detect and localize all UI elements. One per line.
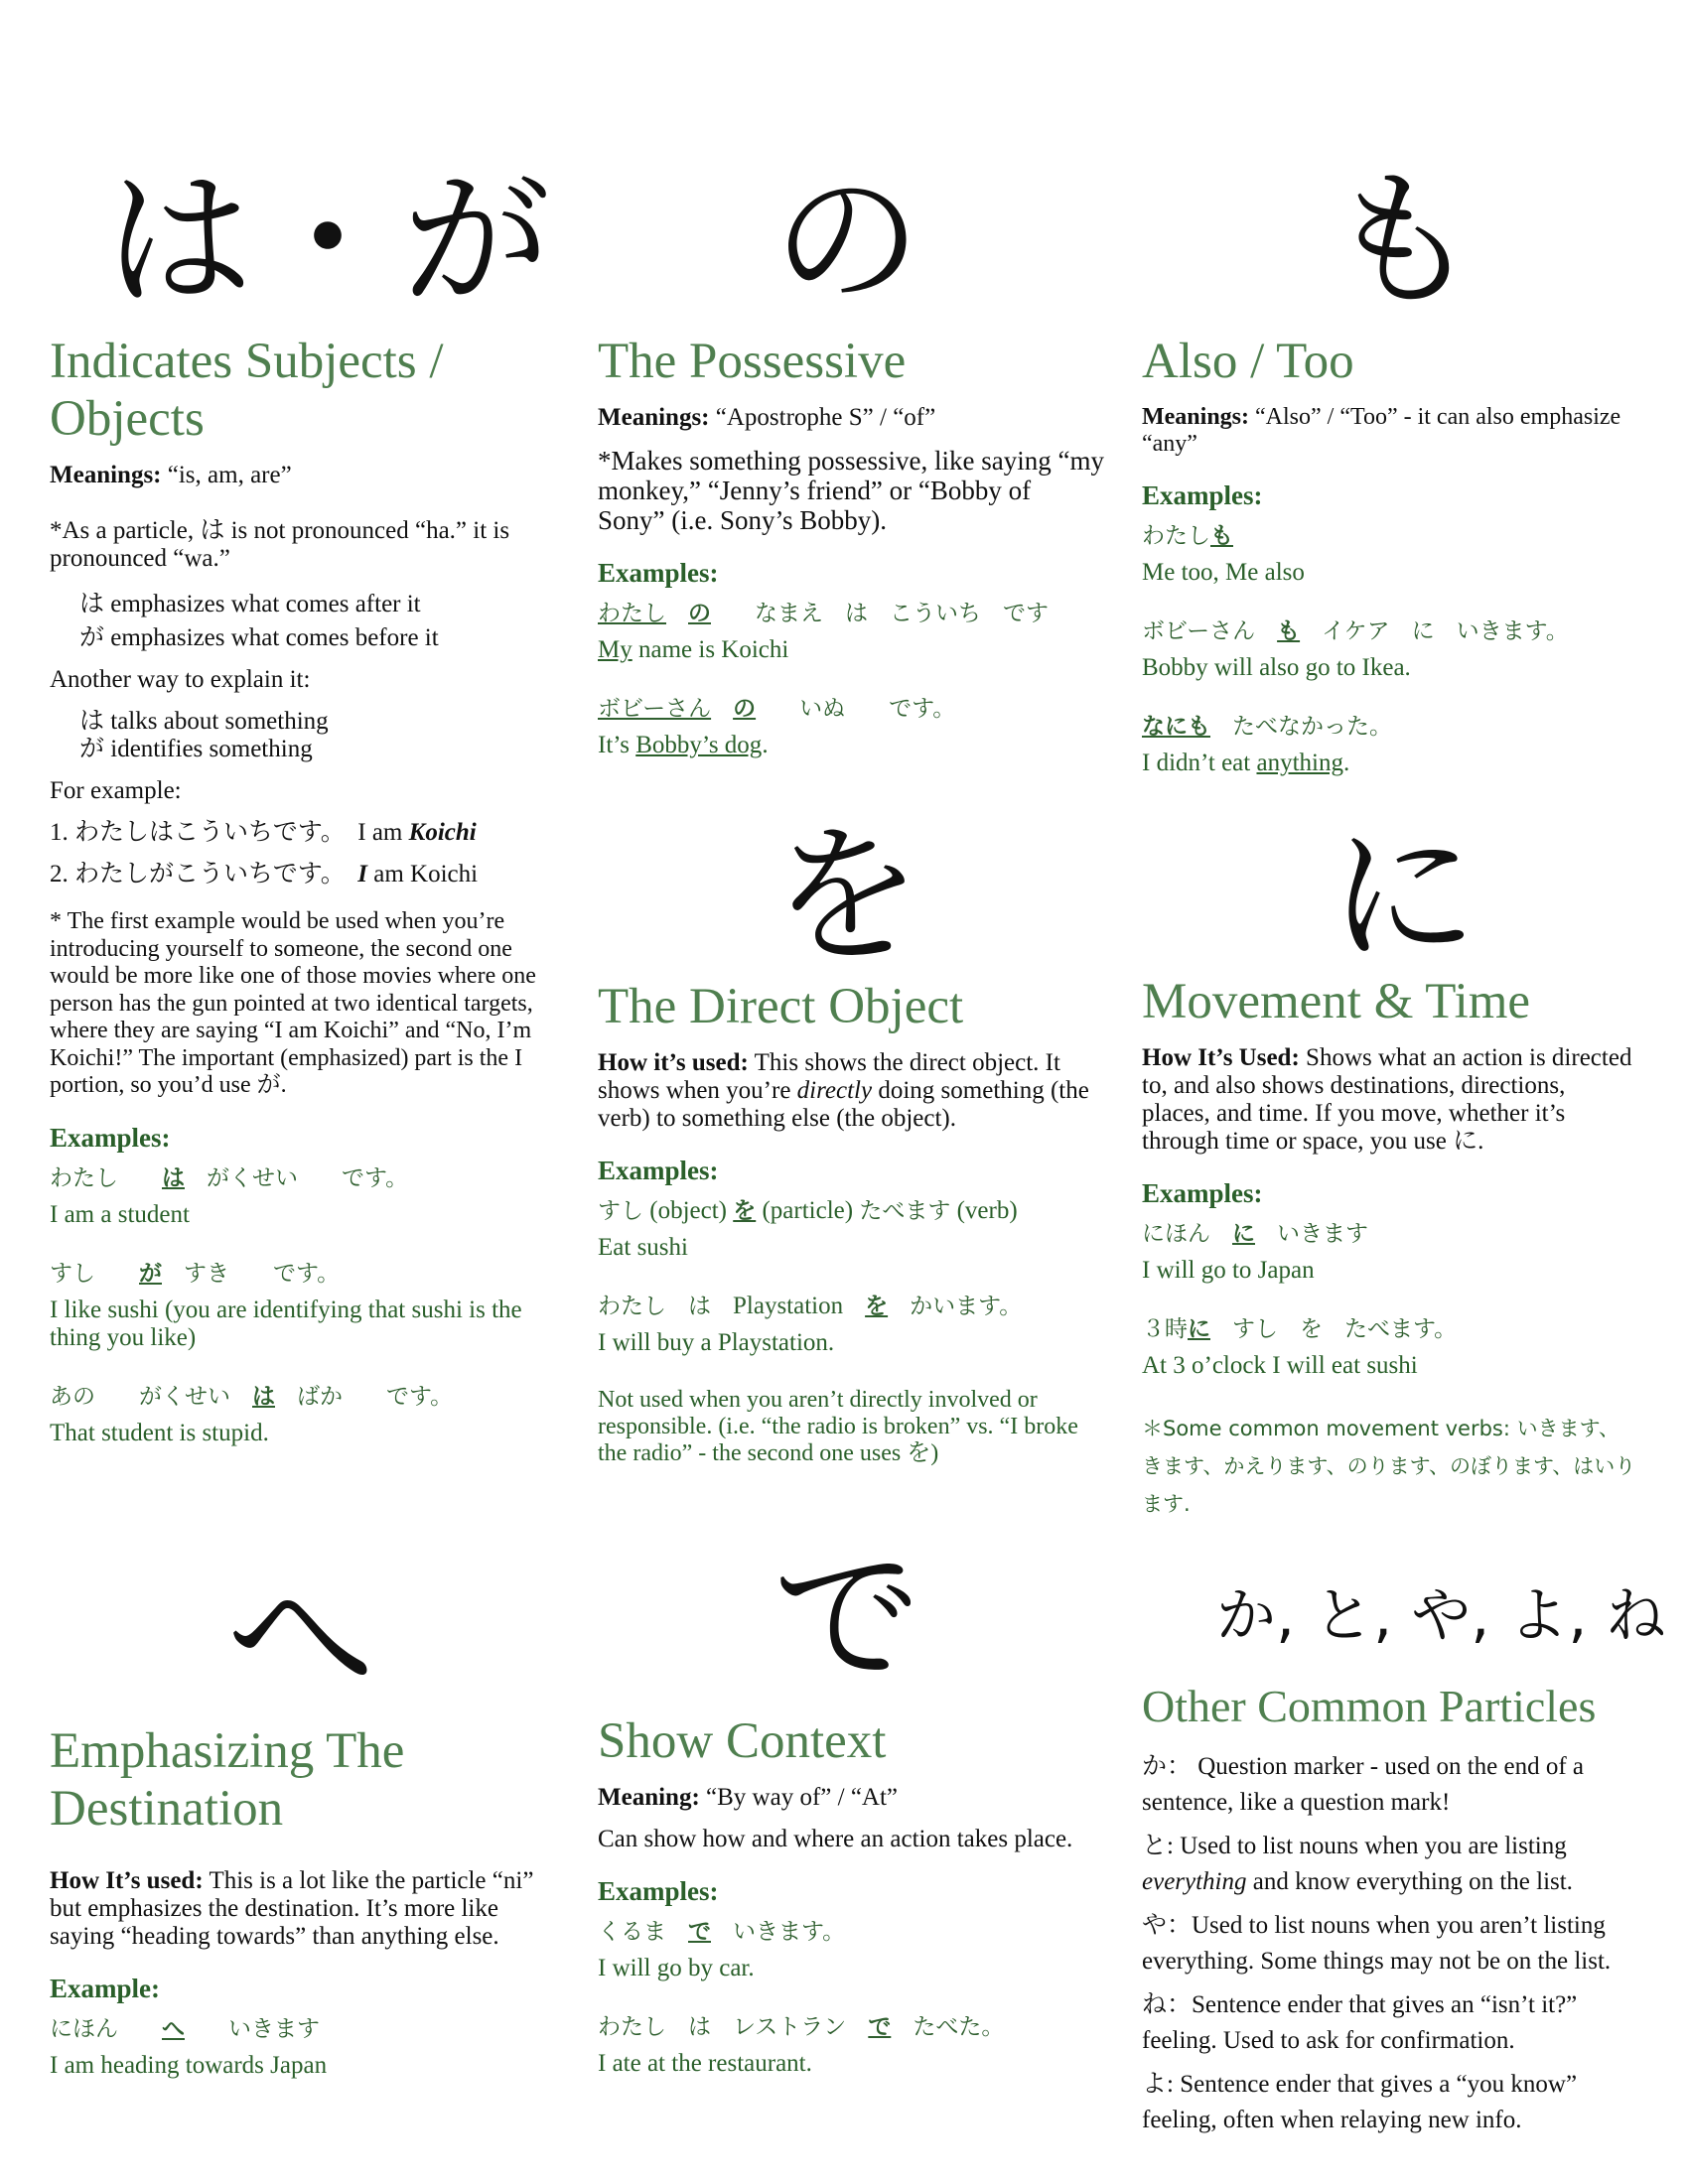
particle-to: と: Used to list nouns when you are listing everything and know everything on the list. <box>1142 1833 1573 1895</box>
particle-no-heading: の <box>773 155 922 328</box>
particle-note: *As a particle, は is not pronounced “ha.” it is pronounced “wa.” <box>50 517 510 572</box>
particle-he-heading: へ <box>226 1552 376 1724</box>
example-label: Example: <box>50 1974 160 2003</box>
en-translation: I will buy a Playstation. <box>598 1329 835 1356</box>
examples-label: Examples: <box>50 1122 171 1153</box>
section-ni <box>1142 973 1638 1544</box>
explanation-line: が identifies something <box>79 736 313 762</box>
en-translation: Bobby will also go to Ikea. <box>1142 654 1411 681</box>
en-translation: My name is Koichi <box>598 636 789 663</box>
jp-example: なにも たべなかった。 <box>1142 714 1392 740</box>
section-title: Also / Too <box>1142 334 1354 389</box>
section-wo <box>598 978 1094 1491</box>
section-title: Indicates Subjects / Objects <box>50 334 444 447</box>
examples-label: Examples: <box>598 1156 719 1185</box>
en-translation: I will go by car. <box>598 1955 755 1981</box>
long-note: * The first example would be used when you’re introducing yourself to someone, the second one would be more like one of those movies where one person has the gun pointed at two identical targets, where they are saying “I am Koichi” and “No, I’m Koichi!” The important (emphasized) part is the I portion, so you’d use が. <box>50 908 536 1098</box>
emphasis-line: が emphasizes what comes before it <box>79 624 439 651</box>
en-translation: I will go to Japan <box>1142 1257 1315 1284</box>
jp-example: ボビーさん の いぬ です。 <box>598 696 956 722</box>
other-particles-heading: か, と, や, よ, ね <box>1216 1581 1666 1651</box>
particle-de-heading: で <box>773 1532 922 1705</box>
en-translation: I like sushi (you are identifying that sushi is the thing you like) <box>50 1296 522 1351</box>
how-used: How It’s used: This is a lot like the particle “ni” but emphasizes the destination. It’s more like saying “heading towards” than anything else. <box>50 1867 534 1950</box>
section-mo <box>1142 333 1638 807</box>
en-translation: I didn’t eat anything. <box>1142 750 1350 776</box>
jp-example: わたし は がくせい です。 <box>50 1164 409 1191</box>
numbered-example: 1. わたしはこういちです。 I am Koichi <box>50 819 477 846</box>
how-used: How It’s Used: Shows what an action is directed to, and also shows destinations, directions, places, and time. If you move, whether it’s through time or space, you use に. <box>1142 1044 1632 1155</box>
description: Can show how and where an action takes place. <box>598 1826 1073 1852</box>
particle-wa-ga-heading: は・が <box>104 155 552 328</box>
section-title: The Possessive <box>598 334 907 389</box>
en-translation: Eat sushi <box>598 1234 688 1261</box>
particle-ne: ね：Sentence ender that gives an “isn’t it?” feeling. Used to ask for confirmation. <box>1142 1991 1578 2054</box>
jp-example: わたし は レストラン で たべた。 <box>598 2014 1005 2040</box>
section-title: Movement & Time <box>1142 974 1531 1029</box>
examples-label: Examples: <box>1142 480 1263 510</box>
en-translation: I am a student <box>50 1200 190 1228</box>
jp-example: くるま で いきます。 <box>598 1919 846 1945</box>
description: *Makes something possessive, like saying “my monkey,” “Jenny’s friend” or “Bobby of Sony” (i.e. Sony’s Bobby). <box>598 446 1104 535</box>
particle-ya: や：Used to list nouns when you aren’t listing everything. Some things may not be on the list. <box>1142 1912 1612 1975</box>
particle-ka: か： Question marker - used on the end of a sentence, like a question mark! <box>1142 1753 1585 1816</box>
usage-note: Not used when you aren’t directly involved or responsible. (i.e. “the radio is broken” vs. “I broke the radio” - the second one uses を) <box>598 1387 1078 1466</box>
meanings: Meanings: “Also” / “Too” - it can also emphasize “any” <box>1142 404 1621 457</box>
section-wa-ga <box>50 333 546 1477</box>
jp-example: わたしも <box>1142 523 1233 549</box>
jp-example: すし (object) を (particle) たべます (verb) <box>598 1197 1018 1224</box>
section-he <box>50 1722 546 2110</box>
section-title: Emphasizing The Destination <box>50 1723 405 1837</box>
meaning: Meaning: “By way of” / “At” <box>598 1784 899 1811</box>
jp-example: にほん へ いきます <box>50 2016 320 2042</box>
particle-ni-heading: に <box>1329 810 1478 983</box>
jp-example: ３時に すし を たべます。 <box>1142 1316 1458 1342</box>
meanings: Meanings: “Apostrophe S” / “of” <box>598 404 936 431</box>
jp-example: にほん に いきます <box>1142 1221 1368 1247</box>
explanation-intro: Another way to explain it: <box>50 666 311 693</box>
section-other <box>1142 1678 1638 2146</box>
section-de <box>598 1712 1094 2108</box>
meanings: Meanings: “is, am, are” <box>50 462 292 488</box>
verbs-note: ＊Some common movement verbs: いきます、きます、かえります、のります、のぼります、はいります. <box>1142 1417 1636 1516</box>
section-title: Other Common Particles <box>1142 1681 1597 1731</box>
en-translation: Me too, Me also <box>1142 559 1305 586</box>
examples-label: Examples: <box>598 1876 719 1906</box>
explanation-line: は talks about something <box>79 708 329 735</box>
emphasis-line: は emphasizes what comes after it <box>79 591 421 617</box>
jp-example: わたし の なまえ は こういち です <box>598 601 1049 626</box>
en-translation: At 3 o’clock I will eat sushi <box>1142 1352 1418 1379</box>
particle-mo-heading: も <box>1329 155 1478 328</box>
en-translation: It’s Bobby’s dog. <box>598 732 769 758</box>
examples-label: Examples: <box>1142 1178 1263 1208</box>
for-example-label: For example: <box>50 777 182 804</box>
section-title: Show Context <box>598 1713 887 1769</box>
how-used: How it’s used: This shows the direct object. It shows when you’re directly doing something (the verb) to something else (the object). <box>598 1049 1089 1132</box>
numbered-example: 2. わたしがこういちです。 I am Koichi <box>50 861 479 887</box>
jp-example: ボビーさん も イケア に いきます。 <box>1142 618 1569 644</box>
section-title: The Direct Object <box>598 979 964 1034</box>
en-translation: I am heading towards Japan <box>50 2052 328 2079</box>
examples-label: Examples: <box>598 558 719 588</box>
en-translation: That student is stupid. <box>50 1419 269 1446</box>
en-translation: I ate at the restaurant. <box>598 2050 812 2077</box>
particle-wo-heading: を <box>773 810 922 983</box>
section-no <box>598 333 1104 789</box>
jp-example: わたし は Playstation を かいます。 <box>598 1293 1023 1319</box>
jp-example: あの がくせい は ばか です。 <box>50 1383 454 1410</box>
jp-example: すし が すき です。 <box>50 1260 341 1287</box>
particle-yo: よ: Sentence ender that gives a “you know” feeling, often when relaying new info. <box>1142 2071 1578 2133</box>
